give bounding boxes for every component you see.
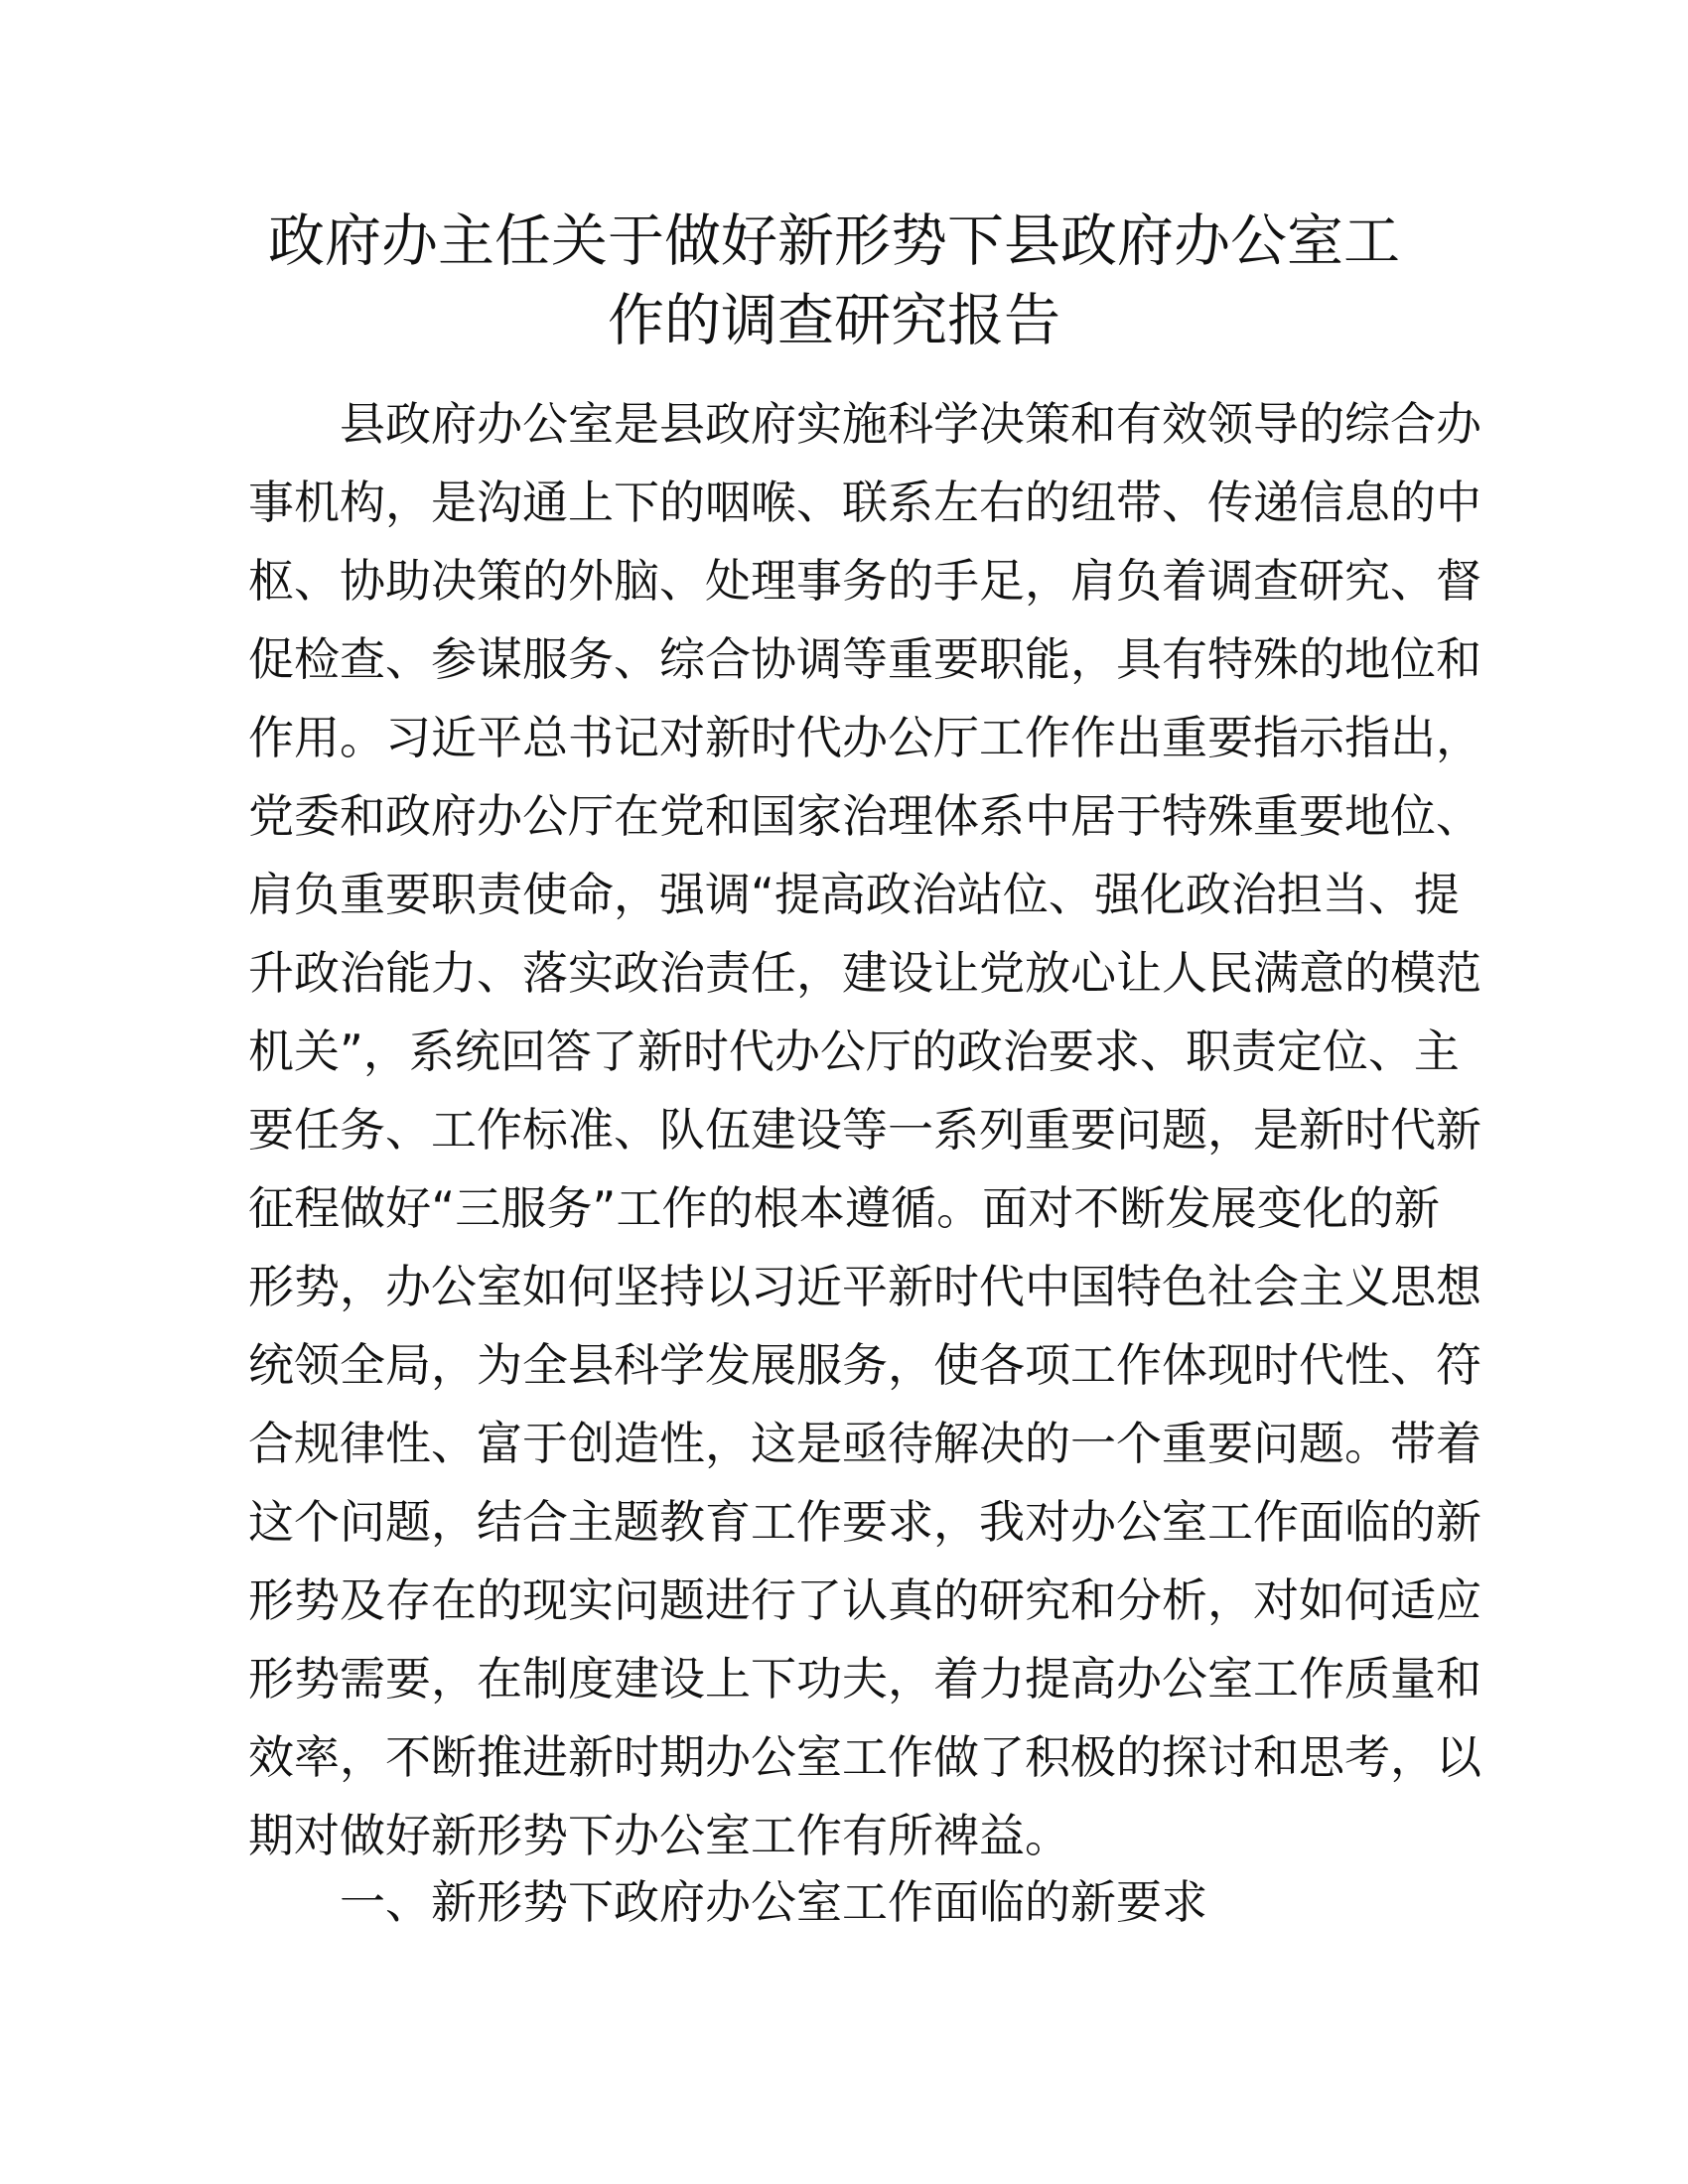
paragraph-line: 县政府办公室是县政府实施科学决策和有效领导的综合办	[340, 397, 1481, 451]
paragraph-line: 事机构，是沟通上下的咽喉、联系左右的纽带、传递信息的中	[248, 476, 1481, 529]
paragraph-line: 期对做好新形势下办公室工作有所裨益。	[248, 1809, 1070, 1862]
paragraph-line: 肩负重要职责使命，强调“提高政治站位、强化政治担当、提	[248, 868, 1460, 921]
paragraph-line: 机关”，系统回答了新时代办公厅的政治要求、职责定位、主	[248, 1024, 1460, 1078]
paragraph-line: 要任务、工作标准、队伍建设等一系列重要问题，是新时代新	[248, 1103, 1481, 1157]
paragraph-line: 这个问题，结合主题教育工作要求，我对办公室工作面临的新	[248, 1495, 1481, 1549]
paragraph-line: 合规律性、富于创造性，这是亟待解决的一个重要问题。带着	[248, 1417, 1481, 1470]
title-line-1: 政府办主任关于做好新形势下县政府办公室工	[268, 208, 1400, 274]
paragraph-line: 效率，不断推进新时期办公室工作做了积极的探讨和思考，以	[248, 1730, 1481, 1784]
paragraph-line: 形势，办公室如何坚持以习近平新时代中国特色社会主义思想	[248, 1260, 1481, 1313]
paragraph-line: 征程做好“三服务”工作的根本遵循。面对不断发展变化的新	[248, 1181, 1440, 1235]
intro-paragraph	[248, 385, 1481, 1875]
paragraph-line: 枢、协助决策的外脑、处理事务的手足，肩负着调查研究、督	[248, 554, 1481, 608]
section-heading: 一、新形势下政府办公室工作面临的新要求	[340, 1875, 1207, 1929]
paragraph-line: 党委和政府办公厅在党和国家治理体系中居于特殊重要地位、	[248, 789, 1481, 843]
paragraph-line: 形势需要，在制度建设上下功夫，着力提高办公室工作质量和	[248, 1652, 1481, 1706]
document-title	[238, 202, 1430, 360]
paragraph-line: 统领全局，为全县科学发展服务，使各项工作体现时代性、符	[248, 1338, 1481, 1392]
paragraph-line: 升政治能力、落实政治责任，建设让党放心让人民满意的模范	[248, 946, 1481, 1000]
paragraph-line: 作用。习近平总书记对新时代办公厅工作作出重要指示指出，	[248, 711, 1481, 764]
title-line-2: 作的调查研究报告	[608, 288, 1060, 353]
paragraph-line: 促检查、参谋服务、综合协调等重要职能，具有特殊的地位和	[248, 632, 1481, 686]
paragraph-line: 形势及存在的现实问题进行了认真的研究和分析，对如何适应	[248, 1573, 1481, 1627]
